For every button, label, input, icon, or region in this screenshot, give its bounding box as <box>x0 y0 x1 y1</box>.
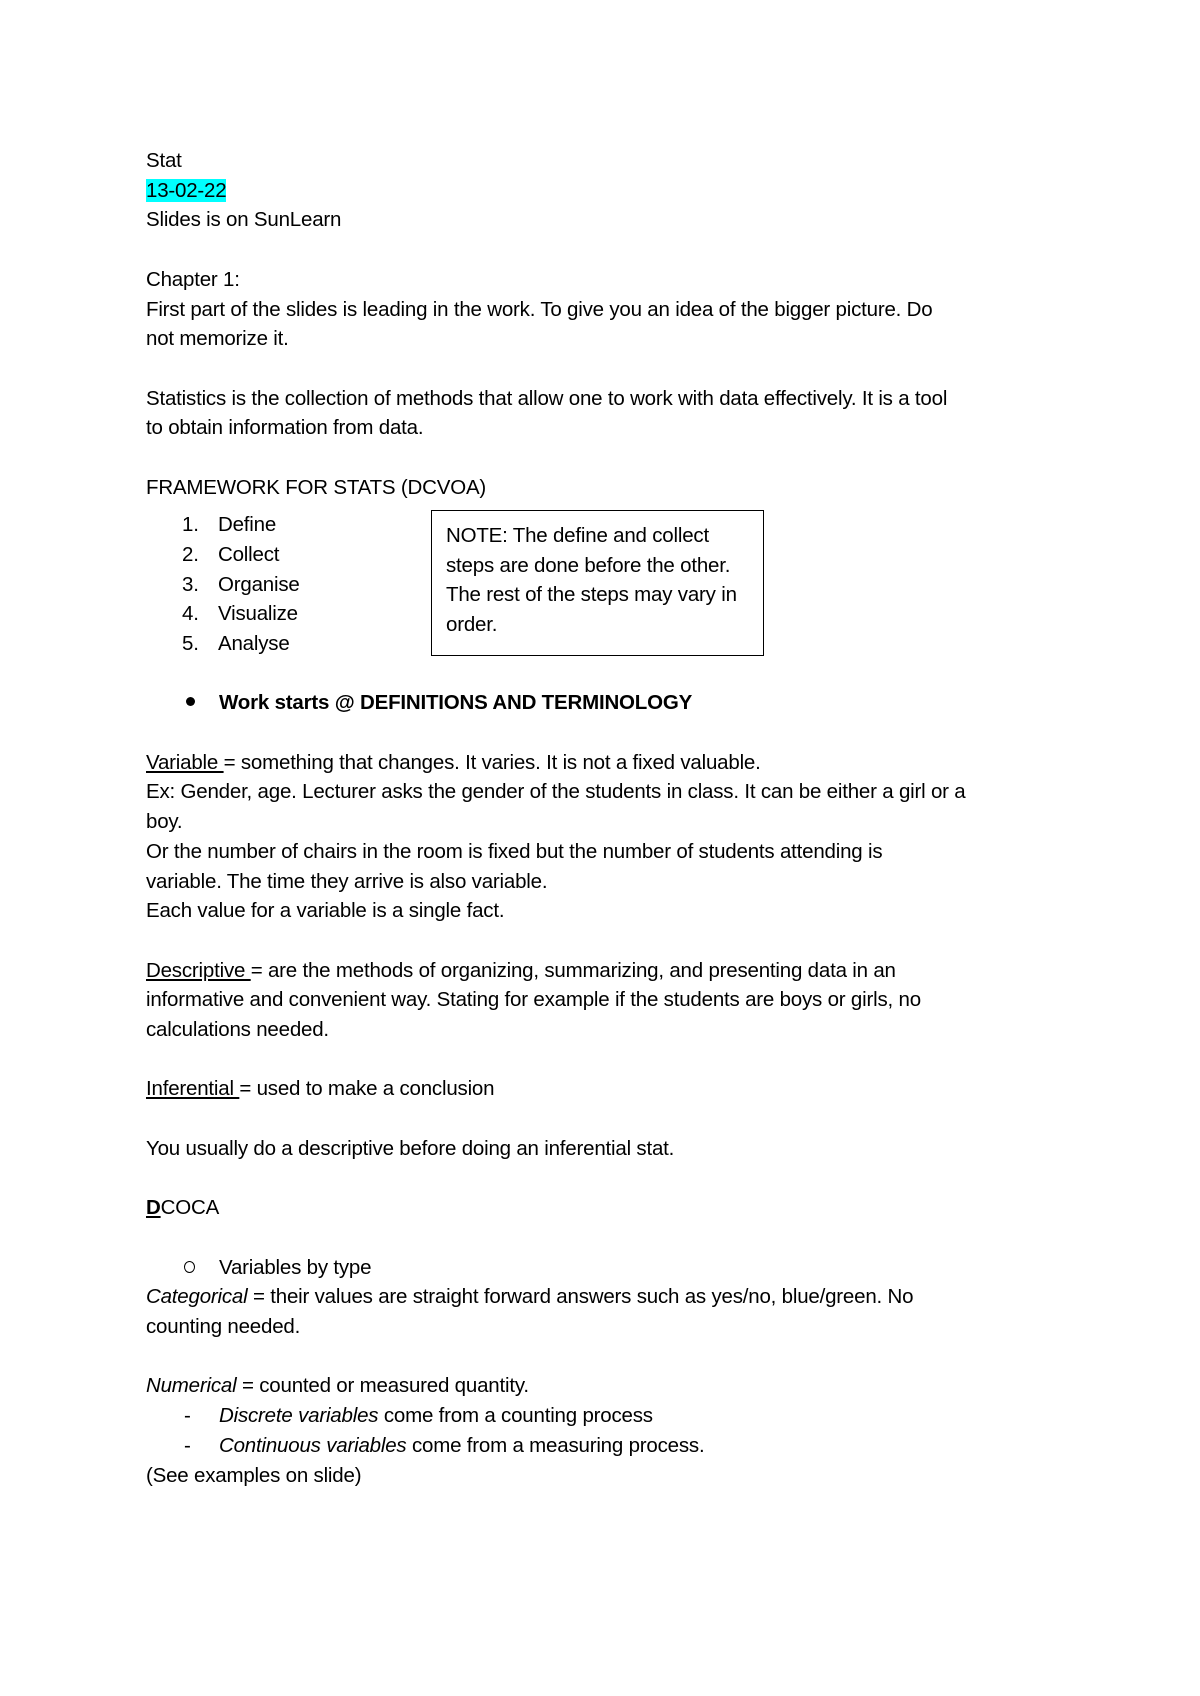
chairs-line-1: Or the number of chairs in the room is fixed but the number of students attending is <box>146 839 883 863</box>
example-line-2: boy. <box>146 810 183 834</box>
framework-section <box>146 510 1080 658</box>
continuous-item: - Continuous variables come from a measuring process. <box>146 1431 1080 1461</box>
dash-bullet: - <box>184 1404 191 1428</box>
bullet-icon <box>186 697 195 706</box>
stats-line-1: Statistics is the collection of methods that allow one to work with data effectively. It is a tool <box>146 386 948 410</box>
intro-line-1: First part of the slides is leading in the work. To give you an idea of the bigger picture. Do <box>146 297 933 321</box>
continuous-term: Continuous variables <box>219 1433 407 1457</box>
date-highlight: 13-02-22 <box>146 178 227 202</box>
discrete-term: Discrete variables <box>219 1404 379 1428</box>
doc-title: Stat <box>146 149 182 172</box>
categorical-definition: Categorical = their values are straight forward answers such as yes/no, blue/green. No <box>146 1285 914 1309</box>
framework-steps-list <box>182 510 300 658</box>
numerical-definition: Numerical = counted or measured quantity. <box>146 1374 529 1398</box>
slides-note: Slides is on SunLearn <box>146 208 342 232</box>
list-item: 4. Visualize <box>182 602 298 626</box>
intro-line-2: not memorize it. <box>146 327 289 351</box>
categorical-line-2: counting needed. <box>146 1315 301 1339</box>
categorical-term: Categorical <box>146 1285 248 1309</box>
dash-bullet: - <box>184 1433 191 1457</box>
see-examples-line: (See examples on slide) <box>146 1463 362 1487</box>
each-value-line: Each value for a variable is a single fact. <box>146 899 505 923</box>
descriptive-term: Descriptive <box>146 958 251 982</box>
descriptive-line-3: calculations needed. <box>146 1018 329 1042</box>
list-item: 1. Define <box>182 513 277 537</box>
usually-line: You usually do a descriptive before doing an inferential stat. <box>146 1136 675 1160</box>
work-starts-bullet <box>146 688 1080 718</box>
numerical-term: Numerical <box>146 1374 237 1398</box>
variables-by-type-item: Variables by type <box>146 1253 1080 1283</box>
descriptive-line-2: informative and convenient way. Stating for example if the students are boys or girls, no <box>146 988 921 1012</box>
stats-line-2: to obtain information from data. <box>146 416 424 440</box>
chapter-heading: Chapter 1: <box>146 267 240 291</box>
descriptive-definition: Descriptive = are the methods of organizing, summarizing, and presenting data in an <box>146 958 896 982</box>
example-line-1: Ex: Gender, age. Lecturer asks the gender of the students in class. It can be either a girl or a <box>146 780 966 804</box>
framework-heading: FRAMEWORK FOR STATS (DCVOA) <box>146 475 487 499</box>
variable-term: Variable <box>146 750 224 774</box>
note-box: NOTE: The define and collect steps are done before the other. The rest of the steps may vary in order. <box>431 510 764 656</box>
work-starts-text: Work starts @ DEFINITIONS AND TERMINOLOGY <box>219 691 693 715</box>
variable-definition: Variable = something that changes. It varies. It is not a fixed valuable. <box>146 750 761 774</box>
circle-bullet-icon <box>184 1261 195 1273</box>
inferential-definition: Inferential = used to make a conclusion <box>146 1077 495 1101</box>
dcoca-heading: DCOCA <box>146 1196 220 1220</box>
dcoca-first-letter: D <box>146 1196 161 1220</box>
list-item: 3. Organise <box>182 572 300 596</box>
chairs-line-2: variable. The time they arrive is also variable. <box>146 869 548 893</box>
list-item: 2. Collect <box>182 543 280 567</box>
discrete-item: - Discrete variables come from a counting process <box>146 1401 1080 1431</box>
inferential-term: Inferential <box>146 1077 240 1101</box>
list-item: 5. Analyse <box>182 632 290 656</box>
